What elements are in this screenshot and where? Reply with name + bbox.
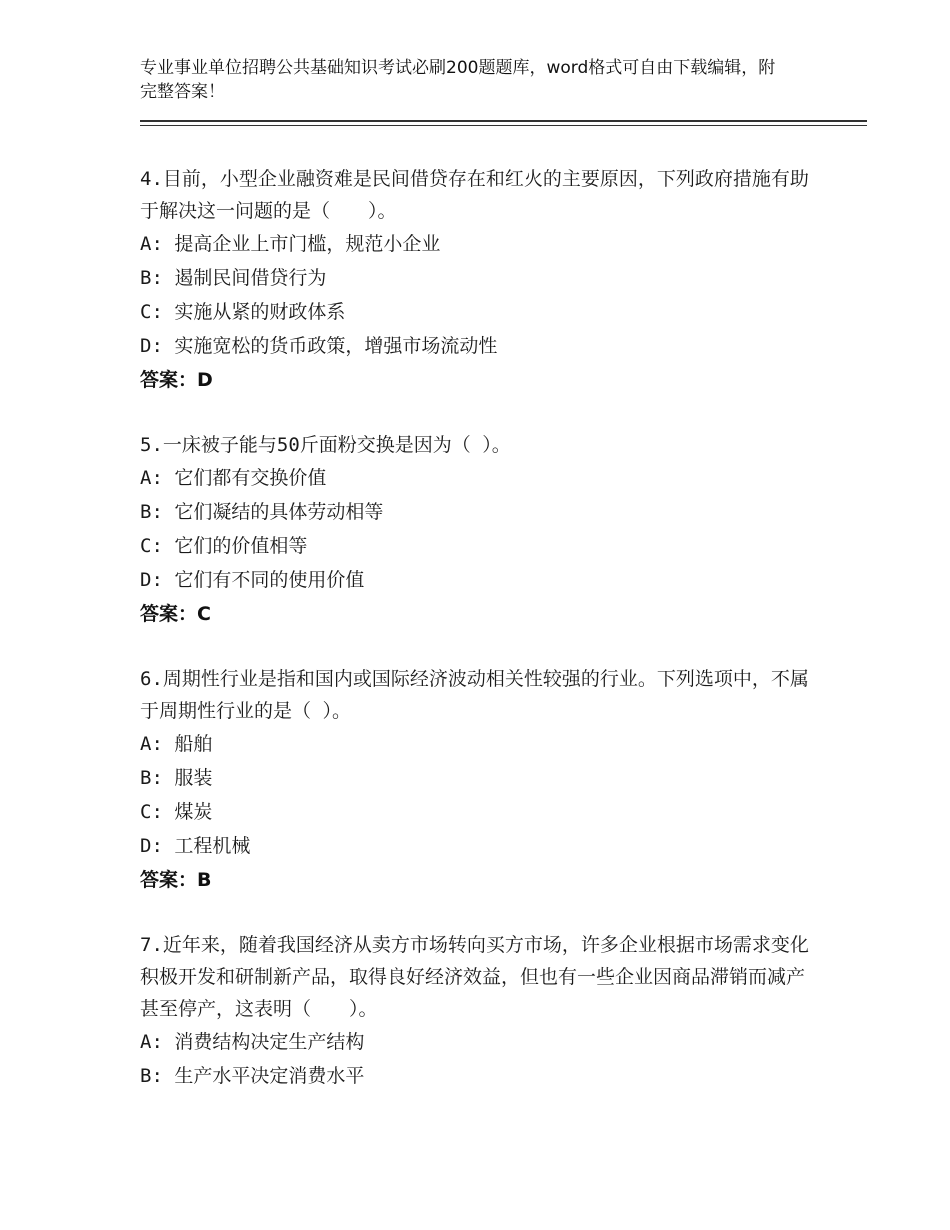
header-divider-thick <box>140 120 867 122</box>
question-stem: 4.目前，小型企业融资难是民间借贷存在和红火的主要原因，下列政府措施有助于解决这一问题的是（ ）。 <box>140 168 809 222</box>
answer-label: 答案：C <box>140 603 211 625</box>
question-stem: 7.近年来，随着我国经济从卖方市场转向买方市场，许多企业根据市场需求变化积极开发和研制新产品，取得良好经济效益，但也有一些企业因商品滞销而减产甚至停产，这表明（ ）。 <box>140 934 809 1020</box>
option-a: A: 消费结构决定生产结构 <box>140 1031 365 1053</box>
option-c: C: 煤炭 <box>140 801 213 823</box>
option-c: C: 实施从紧的财政体系 <box>140 301 346 323</box>
question-stem: 5.一床被子能与50斤面粉交换是因为（ ）。 <box>140 434 511 456</box>
answer-label: 答案：B <box>140 869 212 891</box>
question-7 <box>140 929 810 1093</box>
option-a: A: 它们都有交换价值 <box>140 467 327 489</box>
option-c: C: 它们的价值相等 <box>140 535 308 557</box>
option-b: B: 它们凝结的具体劳动相等 <box>140 501 384 523</box>
question-5 <box>140 429 810 631</box>
option-b: B: 遏制民间借贷行为 <box>140 267 327 289</box>
option-d: D: 它们有不同的使用价值 <box>140 569 365 591</box>
option-b: B: 生产水平决定消费水平 <box>140 1065 365 1087</box>
option-a: A: 提高企业上市门槛，规范小企业 <box>140 233 441 255</box>
question-4 <box>140 163 810 397</box>
question-6 <box>140 663 810 897</box>
answer-label: 答案：D <box>140 369 213 391</box>
option-d: D: 工程机械 <box>140 835 251 857</box>
option-d: D: 实施宽松的货币政策，增强市场流动性 <box>140 335 498 357</box>
question-stem: 6.周期性行业是指和国内或国际经济波动相关性较强的行业。下列选项中，不属于周期性行业的是（ ）。 <box>140 668 809 722</box>
question-list <box>140 163 810 1125</box>
option-a: A: 船舶 <box>140 733 213 755</box>
document-header: 专业事业单位招聘公共基础知识考试必刷200题题库，word格式可自由下载编辑，附完整答案！ <box>140 58 776 102</box>
header-divider-thin <box>140 125 867 126</box>
option-b: B: 服装 <box>140 767 213 789</box>
